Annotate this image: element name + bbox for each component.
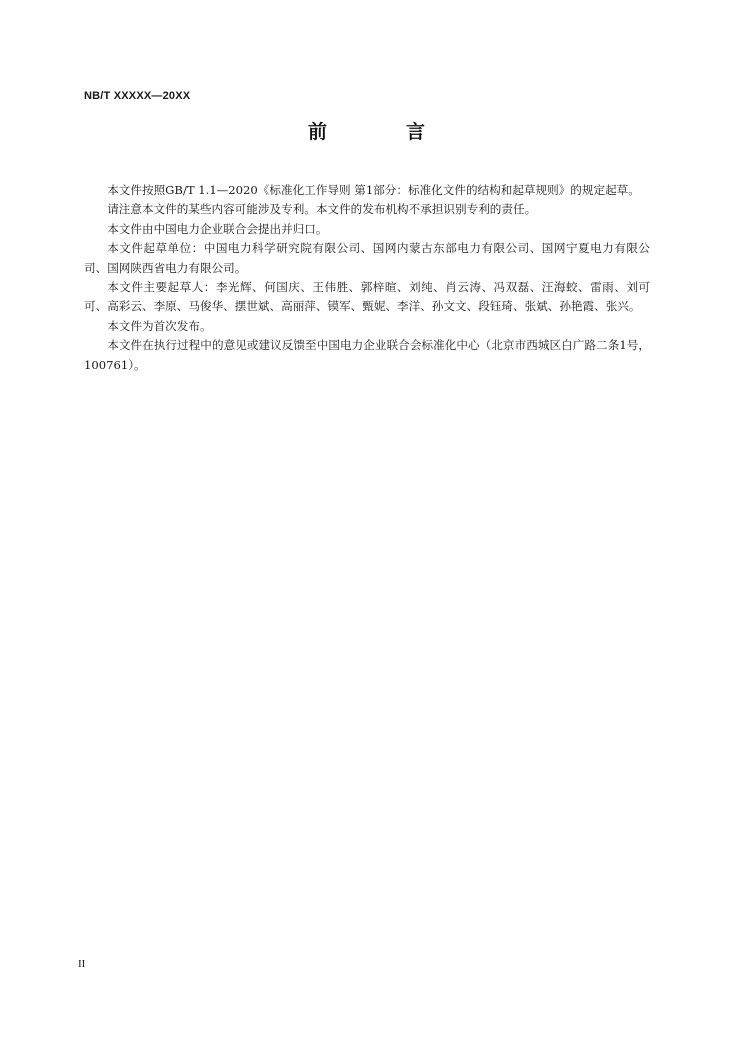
page-title: 前 言	[307, 121, 455, 143]
paragraph-first-release: 本文件为首次发布。	[107, 318, 212, 333]
document-code: NB/T XXXXX—20XX	[84, 90, 191, 102]
page-number: II	[78, 958, 86, 970]
paragraph-drafting-units: 本文件起草单位：中国电力科学研究院有限公司、国网内蒙古东部电力有限公司、国网宁夏电力有限公司、国网陕西省电力有限公司。	[84, 241, 650, 275]
paragraph-patent-notice: 请注意本文件的某些内容可能涉及专利。本文件的发布机构不承担识别专利的责任。	[107, 202, 537, 217]
paragraph-feedback: 本文件在执行过程中的意见或建议反馈至中国电力企业联合会标准化中心（北京市西城区白广路二条1号，100761）。	[84, 338, 650, 372]
paragraph-drafting-rules: 本文件按照GB/T 1.1—2020《标准化工作导则 第1部分：标准化文件的结构和起草规则》的规定起草。	[107, 183, 640, 197]
paragraph-drafters: 本文件主要起草人：李光辉、何国庆、王伟胜、郭梓暄、刘纯、肖云涛、冯双磊、汪海蛟、雷雨、刘可可、高彩云、李原、马俊华、摆世斌、高丽萍、镆军、甄妮、李洋、孙文文、段钰琦、张斌、孙艳霞、张兴。	[84, 280, 650, 314]
paragraph-proposer: 本文件由中国电力企业联合会提出并归口。	[107, 221, 328, 236]
foreword-body	[84, 181, 650, 375]
